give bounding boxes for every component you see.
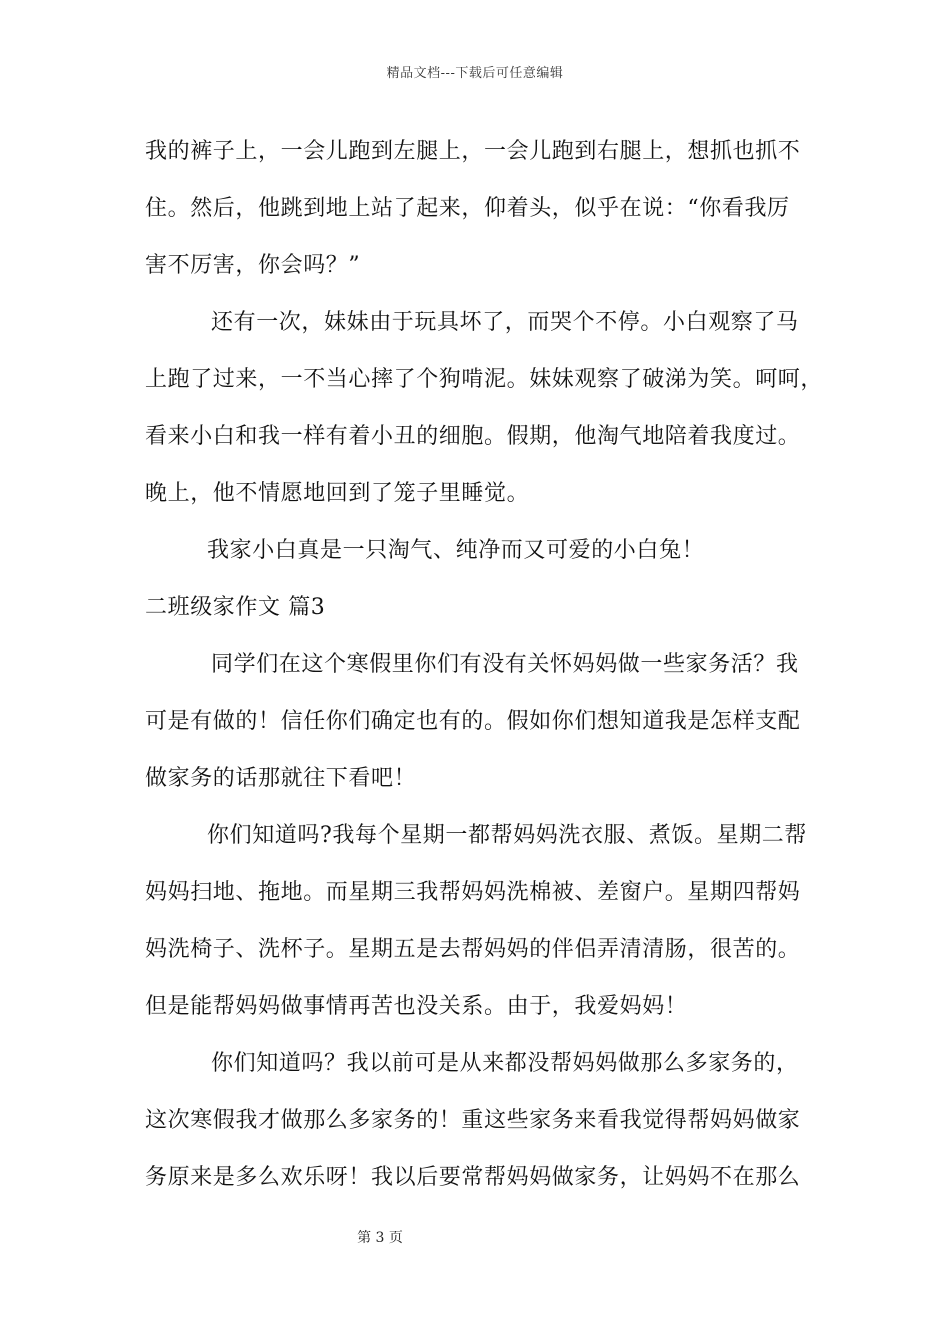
- text-line: 住。然后，他跳到地上站了起来，仰着头，似乎在说：“你看我厉: [145, 196, 790, 221]
- text-line: 妈洗椅子、洗杯子。星期五是去帮妈妈的伴侣弄清清肠，很苦的。: [145, 937, 801, 962]
- text-line: 晚上，他不情愿地回到了笼子里睡觉。: [145, 481, 530, 506]
- text-line: 可是有做的！信任你们确定也有的。假如你们想知道我是怎样支配: [145, 709, 801, 734]
- text-line: 务原来是多么欢乐呀！我以后要常帮妈妈做家务，让妈妈不在那么: [145, 1165, 801, 1190]
- paragraph-start: 你们知道吗?我每个星期一都帮妈妈洗衣服、煮饭。星期二帮: [207, 823, 807, 848]
- text-line: 害不厉害，你会吗？”: [145, 253, 361, 278]
- paragraph-start: 我家小白真是一只淘气、纯净而又可爱的小白兔！: [207, 538, 705, 563]
- document-body: [145, 130, 824, 1213]
- text-line: 上跑了过来，一不当心摔了个狗啃泥。妹妹观察了破涕为笑。呵呵，: [145, 367, 824, 392]
- paragraph-start: 还有一次，妹妹由于玩具坏了，而哭个不停。小白观察了马: [211, 310, 799, 335]
- paragraph-start: 你们知道吗？我以前可是从来都没帮妈妈做那么多家务的，: [211, 1051, 799, 1076]
- text-line: 这次寒假我才做那么多家务的！重这些家务来看我觉得帮妈妈做家: [145, 1108, 801, 1133]
- text-line: 做家务的话那就往下看吧！: [145, 766, 417, 791]
- page-header: 精品文档---下载后可任意编辑: [386, 66, 564, 81]
- section-heading: 二班级家作文 篇3: [145, 595, 326, 620]
- page-number: 第 3 页: [357, 1230, 403, 1246]
- text-line: 妈妈扫地、拖地。而星期三我帮妈妈洗棉被、差窗户。星期四帮妈: [145, 880, 801, 905]
- text-line: 我的裤子上，一会儿跑到左腿上，一会儿跑到右腿上，想抓也抓不: [145, 139, 801, 164]
- text-line: 看来小白和我一样有着小丑的细胞。假期，他淘气地陪着我度过。: [145, 424, 801, 449]
- paragraph-start: 同学们在这个寒假里你们有没有关怀妈妈做一些家务活？我: [211, 652, 799, 677]
- text-line: 但是能帮妈妈做事情再苦也没关系。由于，我爱妈妈！: [145, 994, 688, 1019]
